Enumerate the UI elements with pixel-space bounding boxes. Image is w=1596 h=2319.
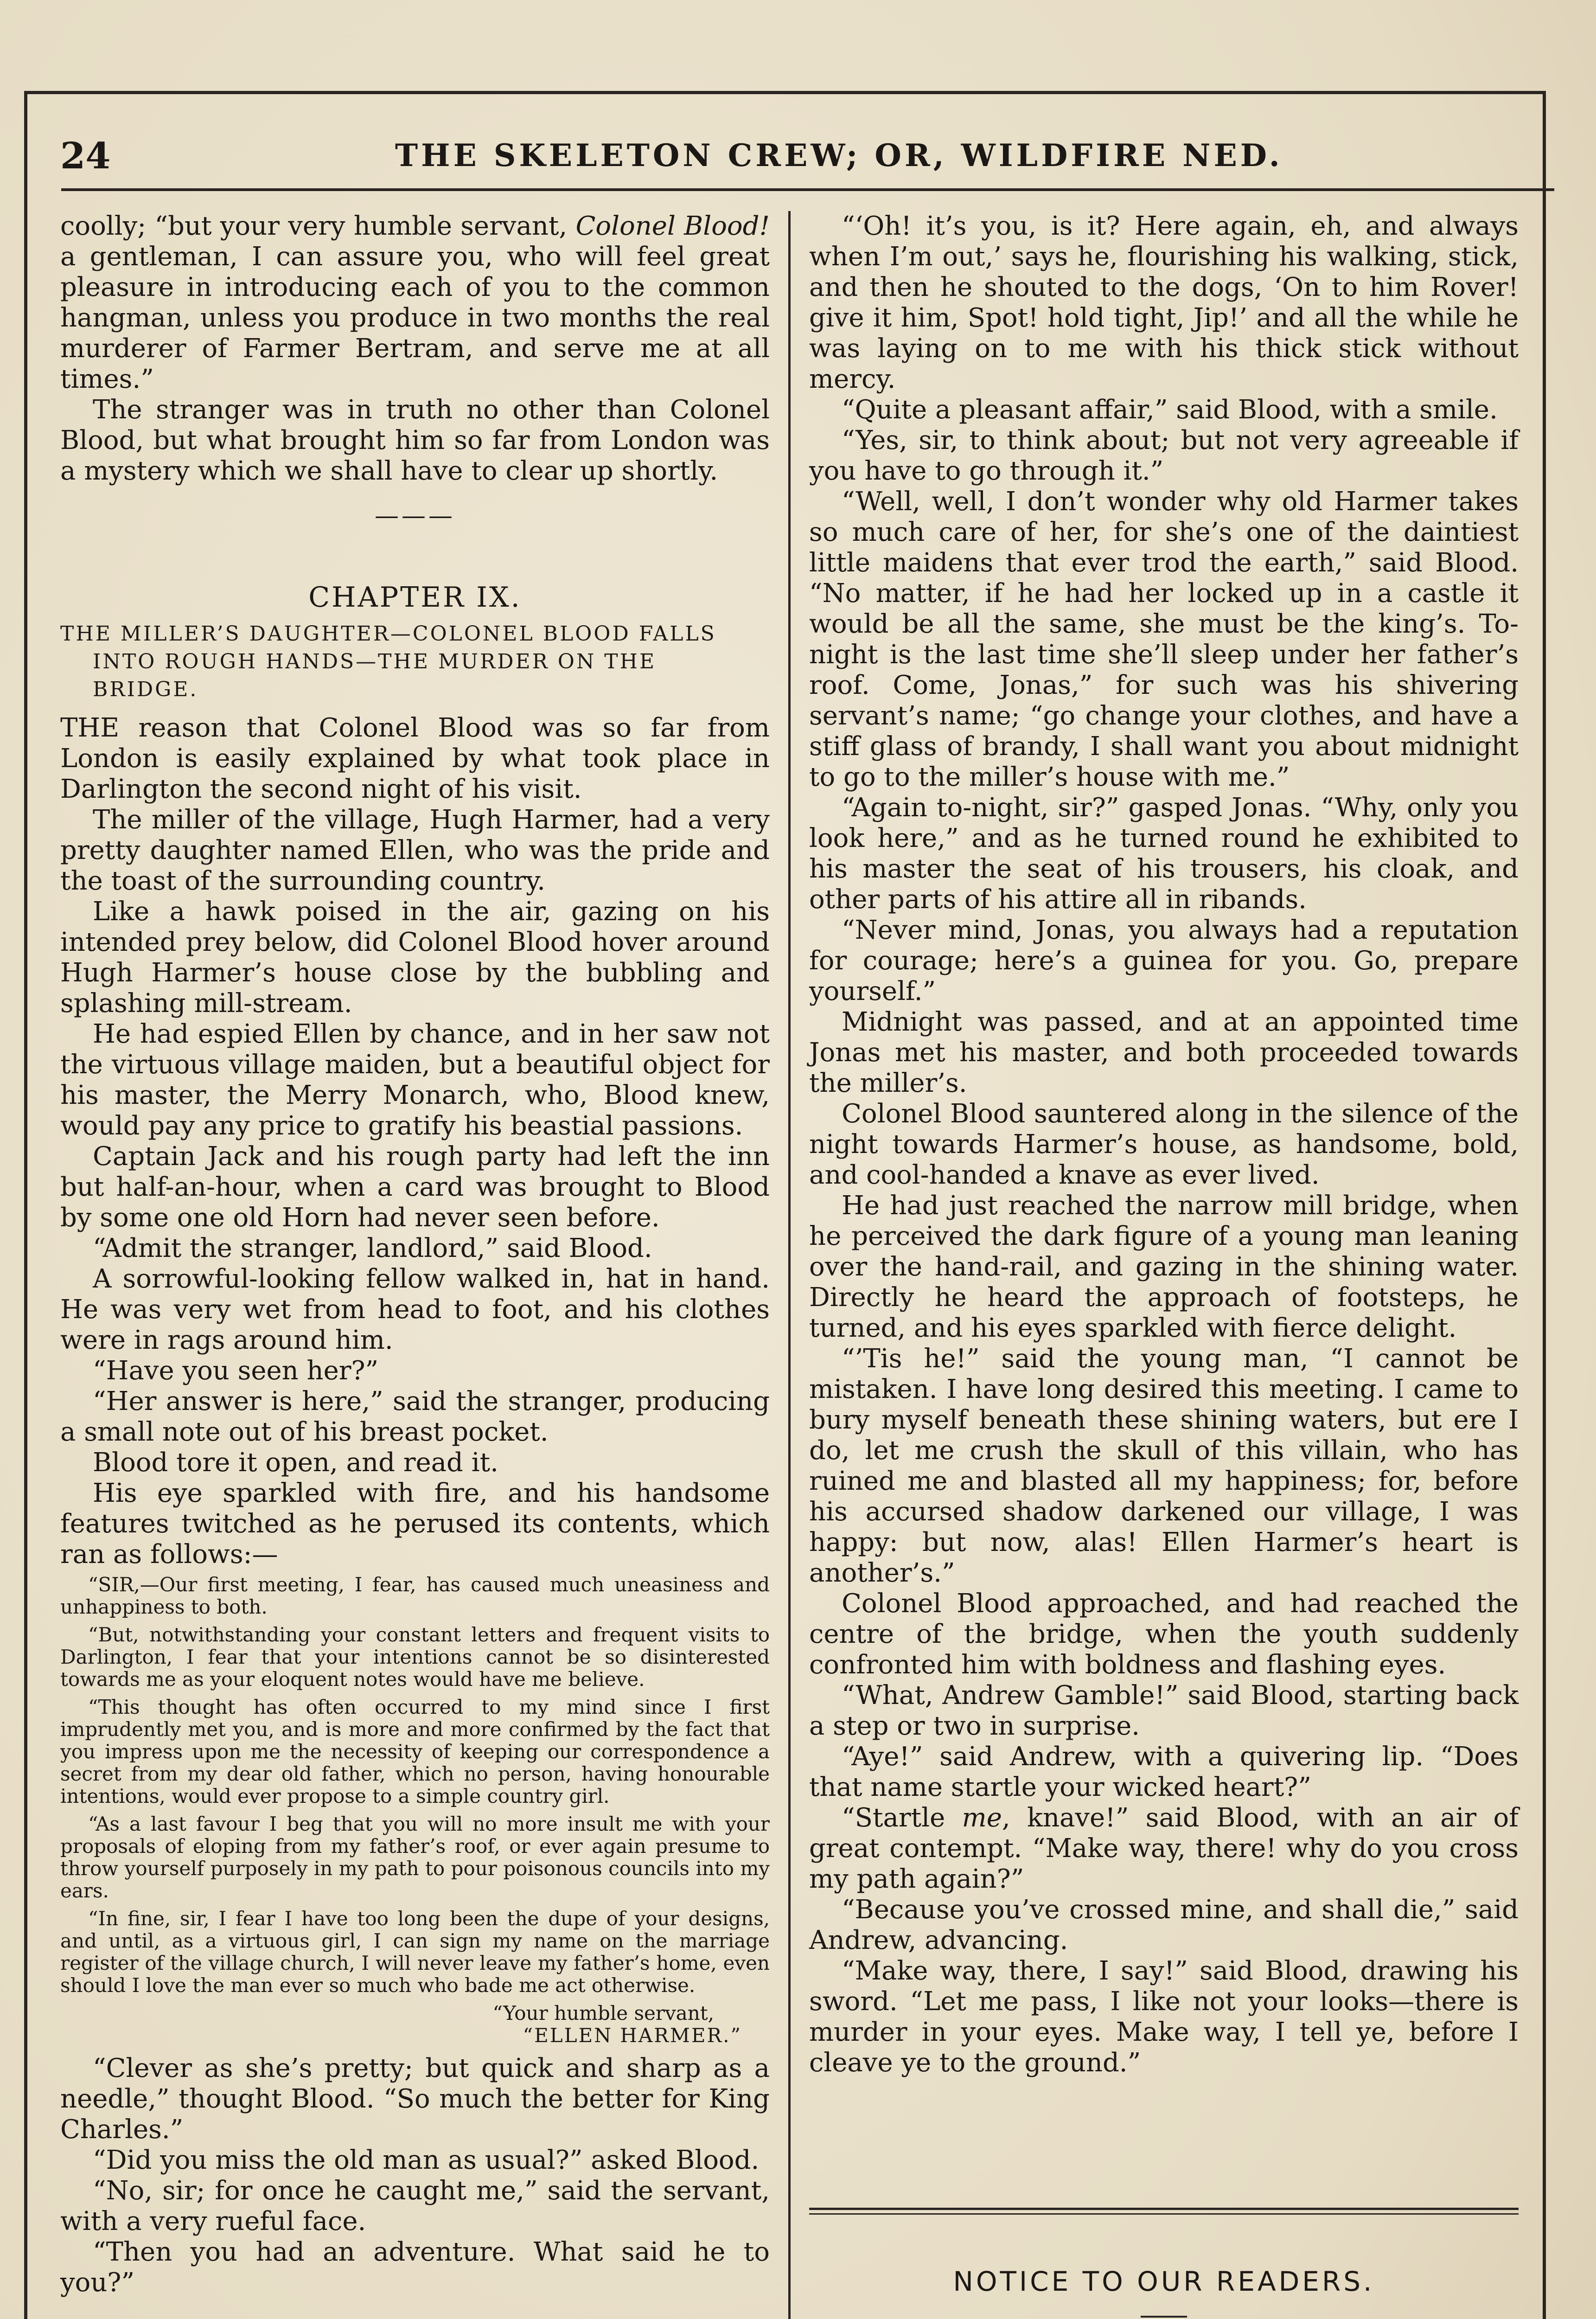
paragraph: A sorrowful-looking fellow walked in, hat in hand. He was very wet from head to foot, and his clothes were in rags around him.: [60, 1264, 770, 1355]
paragraph: “Then you had an adventure. What said he to you?”: [60, 2237, 770, 2298]
paragraph: “Admit the stranger, landlord,” said Blood.: [93, 1233, 652, 1263]
letter-paragraph: “But, notwithstanding your constant letters and frequent visits to Darlington, I fear that your intentions cannot be so disinterested towards me as your eloquent notes would have me believe.: [60, 1623, 770, 1691]
page-header: [24, 91, 1546, 184]
paragraph: “No, sir; for once he caught me,” said the servant, with a very rueful face.: [60, 2176, 770, 2236]
paragraph: Blood tore it open, and read it.: [93, 1448, 498, 1478]
paragraph: “Her answer is here,” said the stranger, producing a small note out of his breast pocket.: [60, 1386, 770, 1447]
letter-paragraph: “In fine, sir, I fear I have too long been the dupe of your designs, and until, as a virtuous girl, I can sign my name on the marriage register of the village church, I will never leave my father’s home, even should I love the man ever so much who bade me act otherwise.: [60, 1907, 770, 1997]
paragraph: “Never mind, Jonas, you always had a reputation for courage; here’s a guinea for you. Go, prepare yourself.”: [809, 915, 1519, 1006]
paragraph: “Startle me, knave!” said Blood, with an air of great contempt. “Make way, there! why do you cross my path again?”: [809, 1803, 1519, 1894]
right-column: [809, 211, 1519, 2078]
notice-rule-top: [809, 2208, 1519, 2210]
paragraph: “Make way, there, I say!” said Blood, drawing his sword. “Let me pass, I like not your looks—there is murder in your eyes. Make way, I tell ye, before I cleave ye to the ground.”: [809, 1956, 1519, 2078]
paragraph: Colonel Blood sauntered along in the silence of the night towards Harmer’s house, as handsome, bold, and cool-handed a knave as ever lived.: [809, 1099, 1519, 1190]
chapter-title: CHAPTER IX.: [308, 581, 522, 614]
section-separator: ———: [375, 502, 455, 530]
column-divider: [788, 211, 791, 2319]
paragraph: “Quite a pleasant affair,” said Blood, with a smile.: [842, 395, 1498, 425]
notice-short-rule: [1141, 2316, 1187, 2318]
paragraph: “What, Andrew Gamble!” said Blood, starting back a step or two in surprise.: [809, 1680, 1519, 1741]
paragraph: “Aye!” said Andrew, with a quivering lip. “Does that name startle your wicked heart?”: [809, 1742, 1519, 1802]
paragraph: “Because you’ve crossed mine, and shall die,” said Andrew, advancing.: [809, 1895, 1519, 1955]
paragraph: “Again to-night, sir?” gasped Jonas. “Why, only you look here,” and as he turned round he exhibited to his master the seat of his trousers, his cloak, and other parts of his attire all in ribands.: [809, 793, 1519, 915]
paragraph: “Have you seen her?”: [93, 1356, 379, 1386]
paragraph: “Clever as she’s pretty; but quick and sharp as a needle,” thought Blood. “So much the better for King Charles.”: [60, 2053, 770, 2145]
header-rule: [61, 188, 1554, 191]
paragraph: He had espied Ellen by chance, and in her saw not the virtuous village maiden, but a beautiful object for his master, the Merry Monarch, who, Blood knew, would pay any price to gratify his beastial passions.: [60, 1019, 770, 1141]
paragraph: coolly; “but your very humble servant, Colonel Blood! a gentleman, I can assure you, who will feel great pleasure in introducing each of you to the common hangman, unless you produce in two months the real murderer of Farmer Bertram, and serve me at all times.”: [60, 211, 770, 394]
paragraph: Midnight was passed, and at an appointed time Jonas met his master, and both proceeded towards the miller’s.: [809, 1007, 1519, 1098]
letter-paragraph: “As a last favour I beg that you will no more insult me with your proposals of eloping from my father’s roof, or ever again presume to throw yourself purposely in my path to pour poisonous councils into my ears.: [60, 1813, 770, 1902]
left-column: [60, 211, 770, 2298]
paragraph: “Yes, sir, to think about; but not very agreeable if you have to go through it.”: [809, 425, 1519, 486]
notice-rule-top-thin: [809, 2213, 1519, 2215]
chapter-summary: THE MILLER’S DAUGHTER—COLONEL BLOOD FALLS INTO ROUGH HANDS—THE MURDER ON THE BRIDGE.: [60, 622, 716, 701]
paragraph: “Did you miss the old man as usual?” asked Blood.: [93, 2145, 760, 2175]
letter-signature: “ELLEN HARMER.”: [523, 2024, 742, 2047]
letter-closing: “Your humble servant,: [492, 2002, 714, 2024]
paragraph: Like a hawk poised in the air, gazing on his intended prey below, did Colonel Blood hover around Hugh Harmer’s house close by the bubbling and splashing mill-stream.: [60, 897, 770, 1019]
letter-paragraph: “SIR,—Our first meeting, I fear, has caused much uneasiness and unhappiness to both.: [60, 1573, 770, 1618]
notice-title: NOTICE TO OUR READERS.: [953, 2266, 1375, 2297]
paragraph: “Well, well, I don’t wonder why old Harmer takes so much care of her, for she’s one of the daintiest little maidens that ever trod the earth,” said Blood. “No matter, if he had her locked up in a castle it would be all the same, she must be the king’s. To-night is the last time she’ll sleep under her father’s roof. Come, Jonas,” for such was his shivering servant’s name; “go change your clothes, and have a stiff glass of brandy, I shall want you about midnight to go to the miller’s house with me.”: [809, 487, 1519, 792]
paragraph: The stranger was in truth no other than Colonel Blood, but what brought him so far from London was a mystery which we shall have to clear up shortly.: [60, 395, 770, 486]
paragraph: THE reason that Colonel Blood was so far from London is easily explained by what took place in Darlington the second night of his visit.: [60, 713, 770, 804]
paragraph: “’Tis he!” said the young man, “I cannot be mistaken. I have long desired this meeting. I came to bury myself beneath these shining waters, but ere I do, let me crush the skull of this villain, who has ruined me and blasted all my happiness; for, before his accursed shadow darkened our village, I was happy: but now, alas! Ellen Harmer’s heart is another’s.”: [809, 1344, 1519, 1588]
letter-paragraph: “This thought has often occurred to my mind since I first imprudently met you, and is more and more confirmed by the fact that you impress upon me the necessity of keeping our correspondence a secret from my dear old father, which no person, having honourable intentions, would ever propose to a simple country girl.: [60, 1696, 770, 1807]
paragraph: Colonel Blood approached, and had reached the centre of the bridge, when the youth suddenly confronted him with boldness and flashing eyes.: [809, 1589, 1519, 1680]
paragraph: “‘Oh! it’s you, is it? Here again, eh, and always when I’m out,’ says he, flourishing his walking, stick, and then he shouted to the dogs, ‘On to him Rover! give it him, Spot! hold tight, Jip!’ and all the while he was laying on to me with his thick stick without mercy.: [809, 211, 1519, 394]
paragraph: The miller of the village, Hugh Harmer, had a very pretty daughter named Ellen, who was the pride and the toast of the surrounding country.: [60, 805, 770, 896]
paragraph: Captain Jack and his rough party had left the inn but half-an-hour, when a card was brought to Blood by some one old Horn had never seen before.: [60, 1141, 770, 1233]
paragraph: He had just reached the narrow mill bridge, when he perceived the dark figure of a young man leaning over the hand-rail, and gazing in the shining water. Directly he heard the approach of footsteps, he turned, and his eyes sparkled with fierce delight.: [809, 1191, 1519, 1343]
letter: [60, 1574, 770, 2047]
running-title: THE SKELETON CREW; OR, WILDFIRE NED.: [395, 137, 1283, 173]
page-number: 24: [60, 135, 111, 177]
paragraph: His eye sparkled with fire, and his handsome features twitched as he perused its contents, which ran as follows:—: [60, 1478, 770, 1569]
